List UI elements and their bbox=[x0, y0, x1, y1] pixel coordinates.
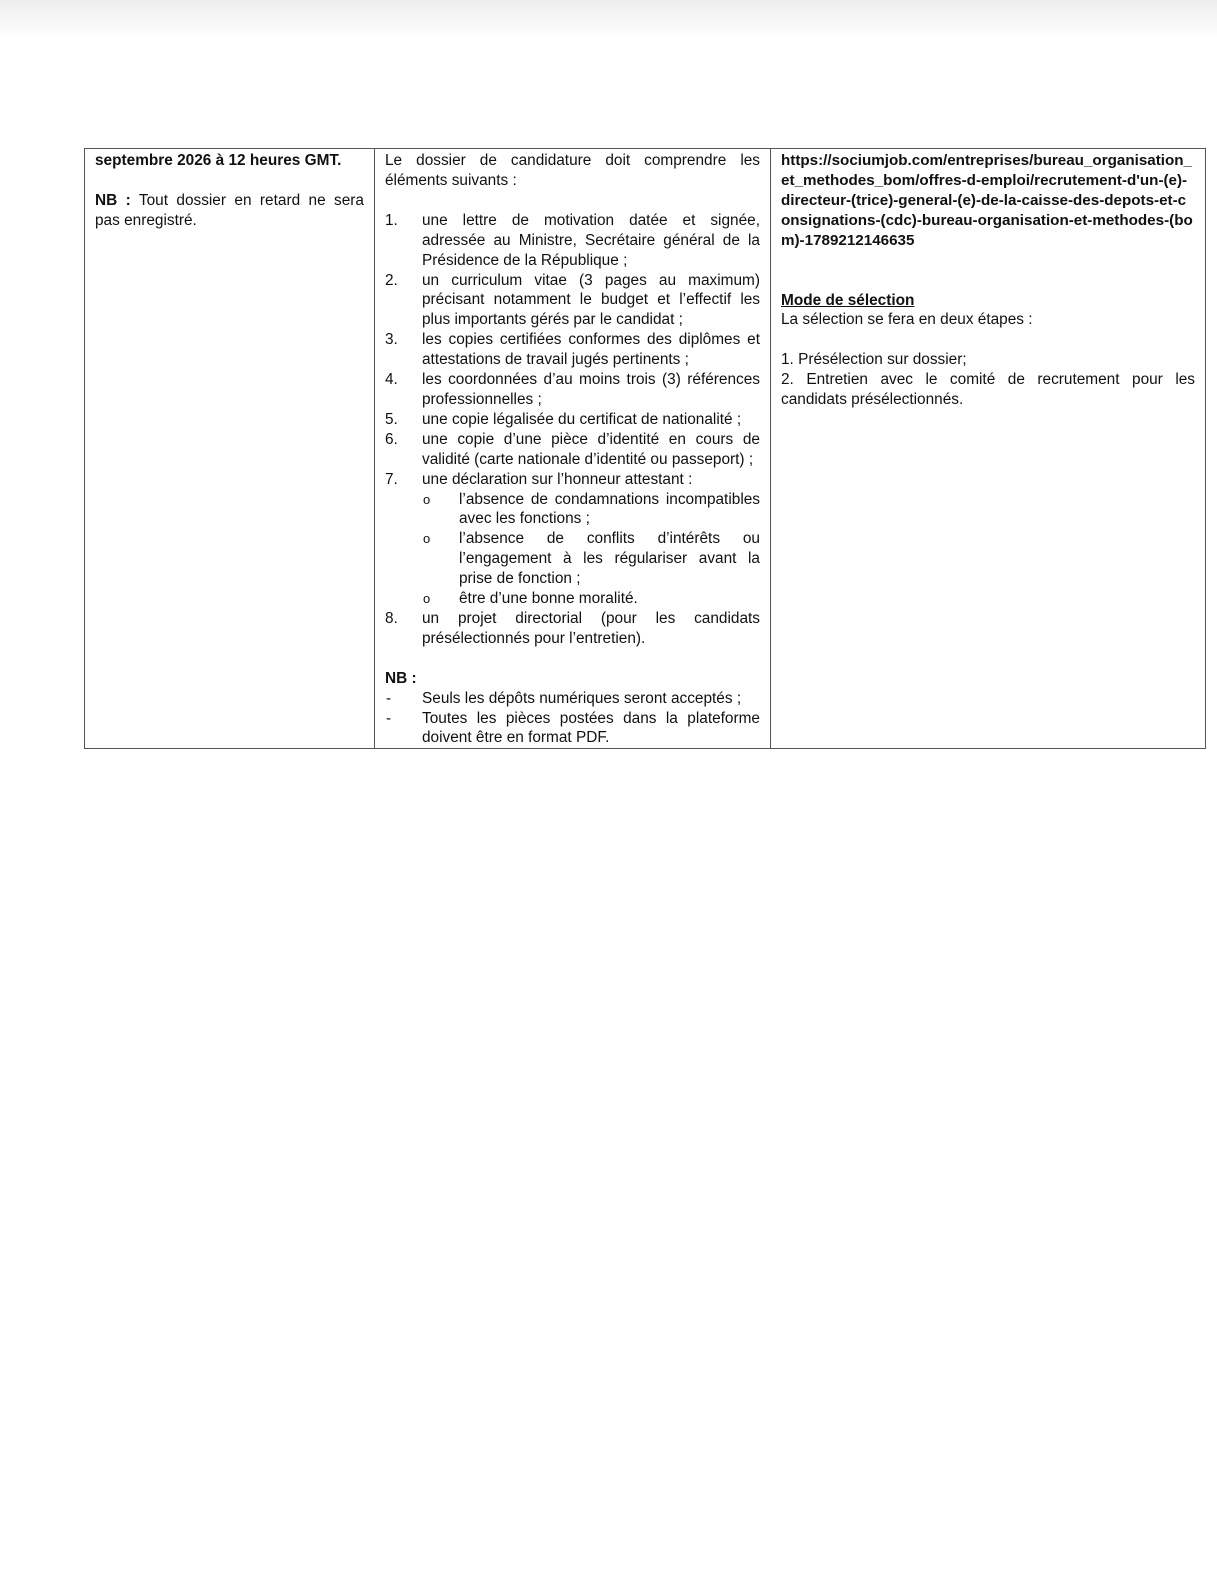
page-top-shade bbox=[0, 0, 1217, 40]
application-link[interactable]: https://sociumjob.com/entreprises/bureau_organisation_et_methodes_bom/offres-d-emploi/recrutement-d'un-(e)-directeur-(trice)-general-(e)-de-la-caisse-des-depots-et-consignations-(cdc)-bureau-organisation-et-methodes-(bom)-1789212146635 bbox=[781, 152, 1193, 249]
list-item bbox=[385, 211, 760, 271]
item-text: une copie d’une pièce d’identité en cours de validité (carte nationale d’identité ou passeport) ; bbox=[422, 430, 760, 468]
item-number: 8. bbox=[385, 609, 398, 627]
list-item bbox=[385, 330, 760, 370]
item-text: une déclaration sur l’honneur attestant : bbox=[422, 470, 693, 488]
nb-list-item bbox=[385, 709, 760, 749]
list-item bbox=[385, 609, 760, 649]
selection-step: 2. Entretien avec le comité de recrutement pour les candidats présélectionnés. bbox=[781, 371, 1195, 409]
item-text: les coordonnées d’au moins trois (3) références professionnelles ; bbox=[422, 371, 760, 408]
sub-list-item bbox=[422, 589, 760, 609]
item-text: une copie légalisée du certificat de nationalité ; bbox=[422, 410, 742, 428]
nb-list-item bbox=[385, 689, 760, 709]
item-number: 3. bbox=[385, 331, 398, 349]
item-text: une lettre de motivation datée et signée, adressée au Ministre, Secrétaire général de la Présidence de la République ; bbox=[422, 211, 760, 269]
item-text: un curriculum vitae (3 pages au maximum) précisant notamment le budget et l’effectif les plus importants gérés par le candidat ; bbox=[422, 271, 760, 329]
late-notice bbox=[95, 191, 364, 231]
item-text: un projet directorial (pour les candidats présélectionnés pour l’entretien). bbox=[422, 609, 760, 647]
sub-list-item bbox=[422, 490, 760, 530]
sub-item-text: être d’une bonne moralité. bbox=[459, 590, 638, 608]
item-text: les copies certifiées conformes des diplômes et attestations de travail jugés pertinents ; bbox=[422, 331, 760, 369]
item-number: 5. bbox=[385, 410, 398, 428]
nb-label: NB : bbox=[95, 191, 131, 209]
item-number: 7. bbox=[385, 470, 398, 488]
nb-heading: NB : bbox=[385, 669, 417, 687]
circle-bullet-icon: o bbox=[423, 531, 431, 547]
circle-bullet-icon: o bbox=[423, 591, 431, 607]
list-item bbox=[385, 370, 760, 410]
list-item bbox=[385, 271, 760, 331]
list-item bbox=[385, 430, 760, 470]
requirements-table bbox=[84, 148, 1206, 749]
dossier-list bbox=[385, 211, 760, 649]
deadline-text: septembre 2026 à 12 heures GMT. bbox=[95, 152, 342, 169]
selection-mode-intro: La sélection se fera en deux étapes : bbox=[781, 311, 1033, 329]
table-row bbox=[85, 149, 1206, 749]
item-number: 2. bbox=[385, 271, 398, 289]
declaration-sublist bbox=[422, 490, 760, 609]
selection-step: 1. Présélection sur dossier; bbox=[781, 351, 967, 369]
item-number: 4. bbox=[385, 371, 398, 389]
list-item bbox=[385, 470, 760, 609]
nb-item-text: Toutes les pièces postées dans la plateforme doivent être en format PDF. bbox=[422, 709, 760, 747]
sub-item-text: l’absence de condamnations incompatibles avec les fonctions ; bbox=[459, 490, 760, 528]
dash-bullet: - bbox=[386, 689, 392, 707]
dossier-cell bbox=[375, 149, 771, 749]
sub-list-item bbox=[422, 529, 760, 589]
application-cell bbox=[771, 149, 1206, 749]
deadline-cell bbox=[85, 149, 375, 749]
item-number: 6. bbox=[385, 430, 398, 448]
circle-bullet-icon: o bbox=[423, 491, 431, 507]
nb-item-text: Seuls les dépôts numériques seront acceptés ; bbox=[422, 689, 742, 707]
dash-bullet: - bbox=[386, 709, 392, 727]
selection-mode-title: Mode de sélection bbox=[781, 291, 915, 309]
item-number: 1. bbox=[385, 211, 398, 229]
dossier-intro: Le dossier de candidature doit comprendre les éléments suivants : bbox=[385, 152, 760, 189]
nb-list bbox=[385, 689, 760, 749]
late-notice-text: Tout dossier en retard ne sera pas enregistré. bbox=[95, 191, 364, 229]
list-item bbox=[385, 410, 760, 430]
sub-item-text: l’absence de conflits d’intérêts ou l’engagement à les régulariser avant la prise de fonction ; bbox=[459, 530, 760, 588]
